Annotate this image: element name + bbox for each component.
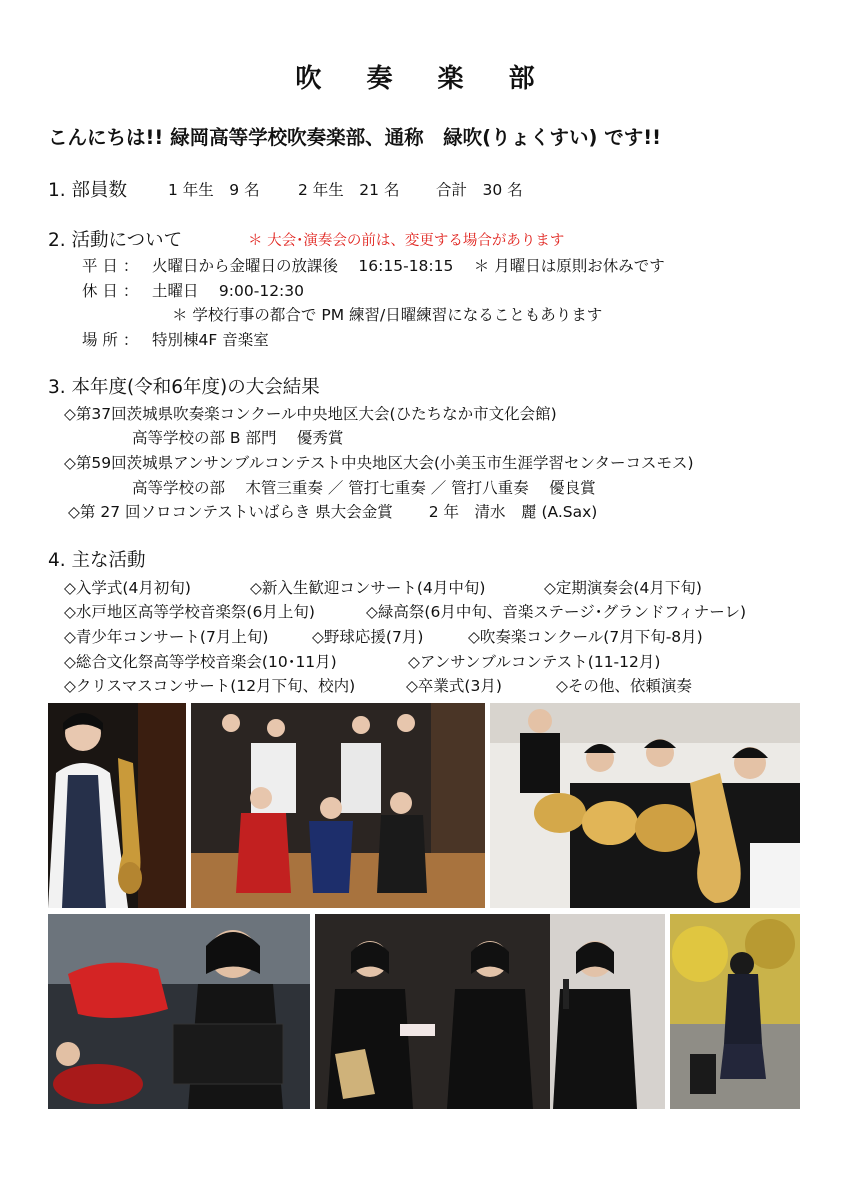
activity-heading: 2. 活動について bbox=[48, 230, 183, 251]
page-title: 吹 奏 楽 部 bbox=[295, 64, 553, 94]
place-label: 場 所 ： bbox=[82, 331, 139, 349]
members-total: 合計 30 名 bbox=[436, 181, 523, 199]
holiday-value: 土曜日 9:00-12:30 bbox=[152, 282, 304, 300]
holiday-note: ＊ 学校行事の都合で PM 練習/日曜練習になることもあります bbox=[172, 306, 603, 324]
activity-item: ◇その他、依頼演奏 bbox=[556, 677, 692, 695]
activity-item: ◇卒業式(3月) bbox=[406, 677, 502, 695]
result-item: ◇第59回茨城県アンサンブルコンテスト中央地区大会(小美玉市生涯学習センターコスモス) bbox=[64, 454, 694, 472]
activity-item: ◇アンサンブルコンテスト(11-12月) bbox=[408, 653, 661, 671]
members-grade1: 1 年生 9 名 bbox=[168, 181, 260, 199]
activity-item: ◇入学式(4月初旬) bbox=[64, 579, 191, 597]
brass-section-photo bbox=[490, 703, 800, 908]
activity-item: ◇総合文化祭高等学校音楽会(10･11月) bbox=[64, 653, 337, 671]
holiday-label: 休 日 ： bbox=[82, 282, 139, 300]
result-item: ◇第 27 回ソロコンテストいばらき 県大会金賞 2 年 清水 麗 (A.Sax) bbox=[68, 503, 598, 521]
activity-item: ◇新入生歓迎コンサート(4月中旬) bbox=[250, 579, 486, 597]
solo-guitar-photo bbox=[670, 914, 800, 1109]
activity-item: ◇水戸地区高等学校音楽祭(6月上旬) bbox=[64, 603, 315, 621]
result-item: ◇第37回茨城県吹奏楽コンクール中央地区大会(ひたちなか市文化会館) bbox=[64, 405, 557, 423]
weekday-label: 平 日 ： bbox=[82, 257, 139, 275]
outdoor-performance-photo bbox=[48, 914, 310, 1109]
members-heading: 1. 部員数 bbox=[48, 180, 128, 201]
activity-item: ◇クリスマスコンサート(12月下旬、校内) bbox=[64, 677, 356, 695]
activity-item: ◇吹奏楽コンクール(7月下旬-8月) bbox=[468, 628, 703, 646]
stage-performance-photo bbox=[191, 703, 485, 908]
results-heading: 3. 本年度(令和6年度)の大会結果 bbox=[48, 377, 320, 398]
greeting-text: こんにちは!! 緑岡高等学校吹奏楽部、通称 緑吹(りょくすい) です!! bbox=[48, 126, 661, 149]
place-value: 特別棟4F 音楽室 bbox=[152, 331, 269, 349]
members-grade2: 2 年生 21 名 bbox=[298, 181, 400, 199]
activity-item: ◇定期演奏会(4月下旬) bbox=[544, 579, 702, 597]
result-item: 高等学校の部 木管三重奏 ／ 管打七重奏 ／ 管打八重奏 優良賞 bbox=[132, 479, 596, 497]
result-item: 高等学校の部 B 部門 優秀賞 bbox=[132, 429, 344, 447]
activity-item: ◇青少年コンサート(7月上旬) bbox=[64, 628, 269, 646]
activity-notice: ＊ 大会･演奏会の前は、変更する場合があります bbox=[248, 233, 565, 249]
weekday-value: 火曜日から金曜日の放課後 16:15-18:15 ＊ 月曜日は原則お休みです bbox=[152, 257, 665, 275]
activity-item: ◇野球応援(7月) bbox=[312, 628, 424, 646]
activity-item: ◇緑高祭(6月中旬、音楽ステージ･グランドフィナーレ) bbox=[366, 603, 746, 621]
saxophone-photo bbox=[48, 703, 186, 908]
concert-mc-photo bbox=[315, 914, 665, 1109]
main-activities-heading: 4. 主な活動 bbox=[48, 550, 146, 571]
